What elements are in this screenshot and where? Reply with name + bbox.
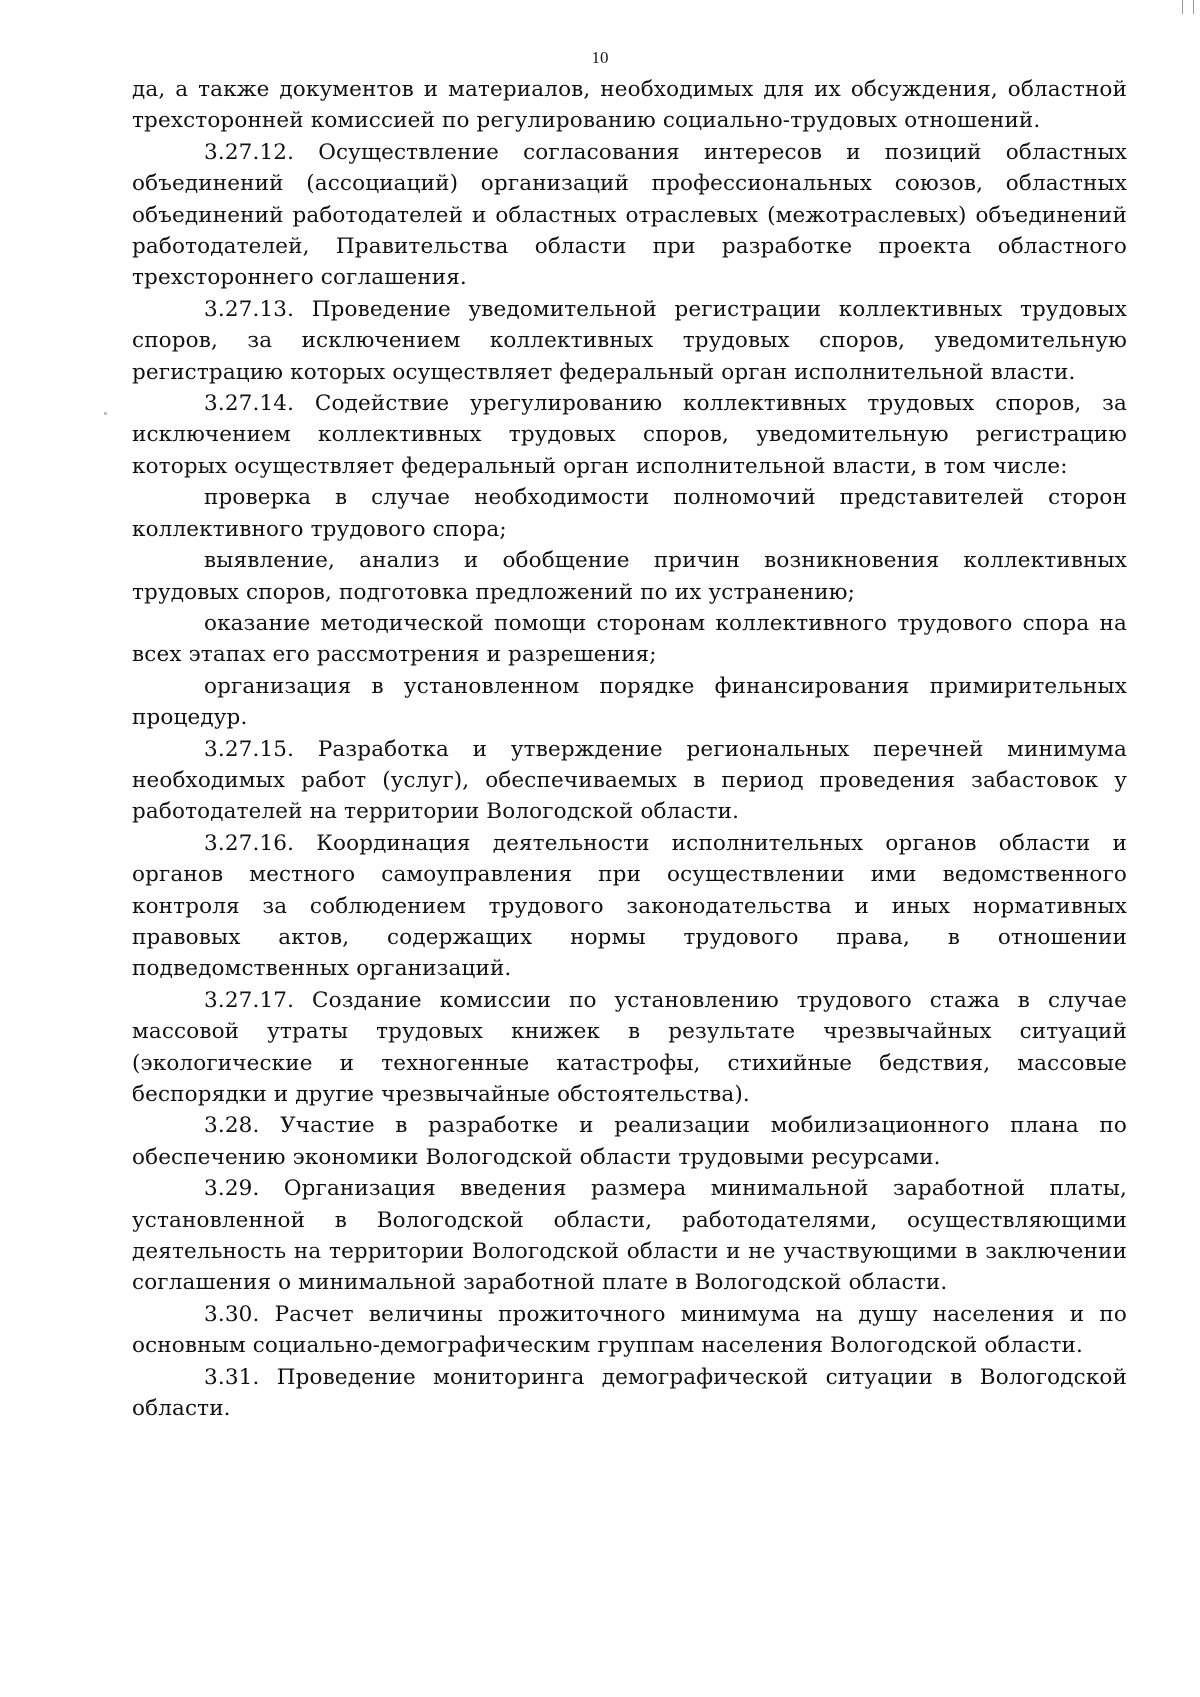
- paragraph-3-27-12: 3.27.12. Осуществление согласования интересов и позиций областных объединений (ассоциаций) организаций профессиональных союзов, областных объединений работодателей и областных отраслевых (межотраслевых) объединений работодателей, Правительства области при разработке проекта областного трехстороннего соглашения.: [132, 139, 1127, 291]
- paragraph-3-29: 3.29. Организация введения размера минимальной заработной платы, установленной в Вологодской области, работодателями, осуществляющими деятельность на территории Вологодской области и не участвующими в заключении соглашения о минимальной заработной плате в Вологодской области.: [132, 1176, 1127, 1296]
- paragraph-3-28: 3.28. Участие в разработке и реализации мобилизационного плана по обеспечению экономики Вологодской области трудовыми ресурсами.: [132, 1113, 1127, 1170]
- subitem-verification: проверка в случае необходимости полномочий представителей сторон коллективного трудового спора;: [132, 485, 1127, 542]
- paragraph-continuation: да, а также документов и материалов, необходимых для их обсуждения, областной трехсторонней комиссией по регулированию социально-трудовых отношений.: [132, 77, 1127, 134]
- subitem-financing: организация в установленном порядке финансирования примирительных процедур.: [132, 673, 1127, 731]
- paragraph-3-27-17: 3.27.17. Создание комиссии по установлению трудового стажа в случае массовой утраты трудовых книжек в результате чрезвычайных ситуаций (экологические и техногенные катастрофы, стихийные бедствия, массовые беспорядки и другие чрезвычайные обстоятельства).: [132, 987, 1127, 1107]
- scan-corner-mark: [1182, 0, 1194, 14]
- paragraph-3-31: 3.31. Проведение мониторинга демографической ситуации в Вологодской области.: [132, 1364, 1127, 1422]
- paragraph-3-27-15: 3.27.15. Разработка и утверждение региональных перечней минимума необходимых работ (услуг), обеспечиваемых в период проведения забастовок у работодателей на территории Вологодской области.: [132, 736, 1127, 825]
- subitem-methodical-help: оказание методической помощи сторонам коллективного трудового спора на всех этапах его рассмотрения и разрешения;: [132, 610, 1127, 668]
- paragraph-3-30: 3.30. Расчет величины прожиточного минимума на душу населения и по основным социально-демографическим группам населения Вологодской области.: [132, 1301, 1127, 1359]
- paragraph-3-27-16: 3.27.16. Координация деятельности исполнительных органов области и органов местного самоуправления при осуществлении ими ведомственного контроля за соблюдением трудового законодательства и иных нормативных правовых актов, содержащих нормы трудового права, в отношении подведомственных организаций.: [132, 830, 1127, 982]
- paragraph-3-27-14: 3.27.14. Содействие урегулированию коллективных трудовых споров, за исключением коллективных трудовых споров, уведомительную регистрацию которых осуществляет федеральный орган исполнительной власти, в том числе:: [132, 391, 1127, 479]
- document-body: [132, 74, 1127, 1424]
- scan-speck: [104, 412, 107, 415]
- page-number: 10: [591, 48, 609, 67]
- subitem-analysis: выявление, анализ и обобщение причин возникновения коллективных трудовых споров, подготовка предложений по их устранению;: [132, 548, 1127, 605]
- paragraph-3-27-13: 3.27.13. Проведение уведомительной регистрации коллективных трудовых споров, за исключением коллективных трудовых споров, уведомительную регистрацию которых осуществляет федеральный орган исполнительной власти.: [132, 296, 1127, 385]
